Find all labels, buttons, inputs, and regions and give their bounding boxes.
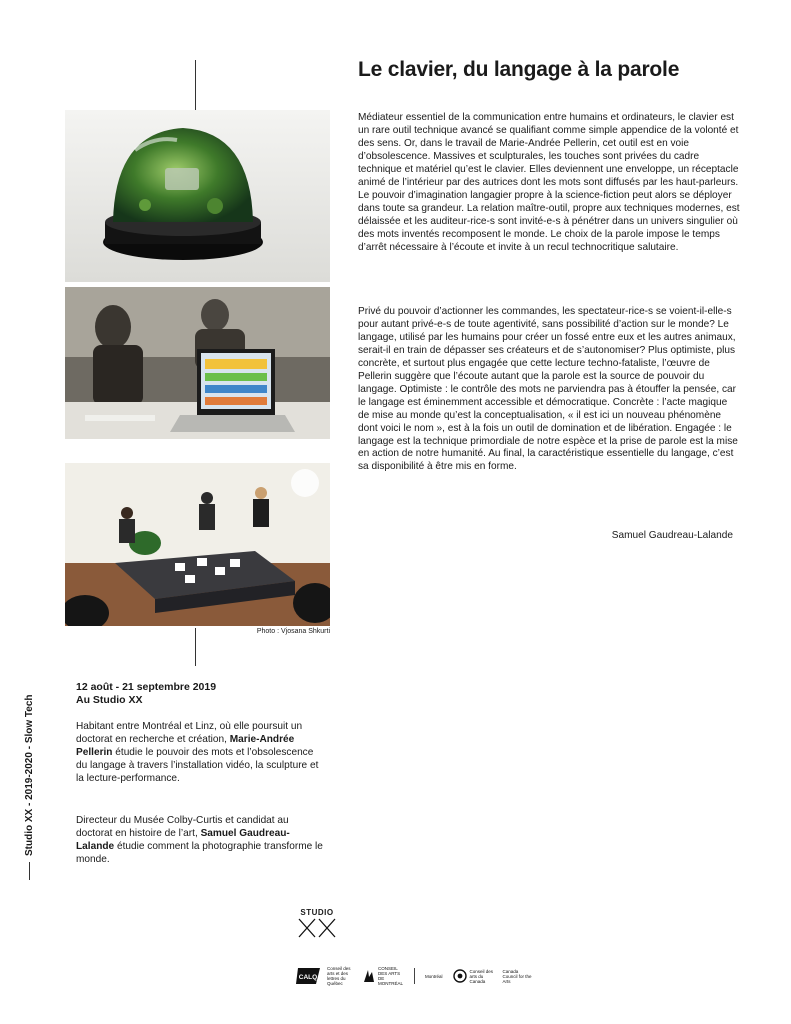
xx-mark-icon bbox=[297, 917, 337, 939]
studio-xx-logo bbox=[294, 908, 340, 944]
montreal-text: Montréal bbox=[425, 973, 443, 979]
writer-name: Samuel Gaudreau-Lalande bbox=[76, 827, 290, 852]
artist-name: Marie-Andrée Pellerin bbox=[76, 733, 295, 758]
artist-bio bbox=[76, 721, 326, 786]
montreal-logo bbox=[425, 974, 443, 979]
article-paragraph-1: Médiateur essentiel de la communication entre humains et ordinateurs, le clavier est un rare outil technique avancé se qualifiant comme simple appendice de la volonté et des sens. Or, dans le travail de Marie-Andrée Pellerin, cet outil est en voie d’obsolescence. Massives et sculpturales, les touches sont privées du cadre technique et matériel qu’est le clavier. Elles deviennent une enveloppe, un réceptacle animé de l’intérieur par des autrices dont les mots sont diffusés par les haut-parleurs. Le pouvoir d’imagination langagier propre à la science-fiction peut alors se déployer dans toute sa grandeur. La relation maître-outil, propre aux techniques modernes, est délaissée et les auditeur-rice-s sont invité-e-s à pénétrer dans un univers singulier où des mots inventés recomposent le monde. Le choix de la parole impose le temps d’arrêt nécessaire à l’écoute et invite à un recul technocritique salutaire. bbox=[358, 112, 740, 253]
article-author: Samuel Gaudreau-Lalande bbox=[611, 530, 733, 541]
canada-council-mark-icon bbox=[453, 969, 467, 983]
photo-dome-sculpture bbox=[65, 110, 330, 282]
funder-logos bbox=[294, 962, 533, 990]
artist-bio-intro: Habitant entre Montréal et Linz, où elle poursuit un doctorat en recherche et création, bbox=[76, 721, 303, 745]
calq-badge-icon bbox=[294, 966, 324, 986]
series-label-dash bbox=[29, 862, 30, 880]
writer-bio-intro: Directeur du Musée Colby-Curtis et candidat au doctorat en histoire de l’art, bbox=[76, 815, 289, 839]
event-info bbox=[76, 681, 216, 707]
photo-performance-room bbox=[65, 463, 330, 626]
article-title: Le clavier, du langage à la parole bbox=[358, 58, 680, 81]
divider-line-top bbox=[195, 60, 196, 112]
photo-credit: Photo : Vjosana Shkurti bbox=[256, 628, 330, 635]
studio-logo-word: STUDIO bbox=[300, 908, 334, 917]
artist-bio-rest: étudie le pouvoir des mots et l’obsolescence du langage à travers l’installation vidéo, la sculpture et la lecture-performance. bbox=[76, 746, 319, 784]
writer-bio bbox=[76, 815, 326, 867]
event-venue: Au Studio XX bbox=[76, 694, 143, 706]
cam-mark-icon bbox=[363, 969, 375, 983]
cac-french: Conseil des arts du Canada bbox=[469, 968, 494, 984]
article-paragraph-2: Privé du pouvoir d’actionner les commandes, les spectateur-rice-s se voient-il-elle-s pour autant privé-e-s de toute agentivité, sans possibilité d’action sur le monde? Le langage, utilisé par les humains pour créer un fossé entre eux et les autres animaux, serait-il en train de dépasser ses créateurs et de s’autonomiser? Plus optimiste, plus concrète, et surtout plus engagée que cette lecture techno-fataliste, l’œuvre de Pellerin suggère que l’écoute autant que la parole est la source de pouvoir du langage. Optimiste : le contrôle des mots ne parviendra pas à étouffer la pensée, car le langage est éminemment accessible et démocratique. Concrète : l’acte magique de mise au monde qu’est la conceptualisation, « il est ici un nouveau phénomène dont voici le nom », est à la fois un outil de domination et de libération. Engagée : le langage est la technique primordiale de notre espèce et la prise de parole est la mise en action de notre humanité. Au final, la caractéristique essentielle du langage, c’est sa disponibilité à être mis en forme. bbox=[358, 306, 738, 473]
photo-laptop-audio bbox=[65, 287, 330, 439]
calq-logo bbox=[294, 966, 353, 986]
series-label bbox=[24, 694, 35, 880]
logo-separator bbox=[414, 968, 415, 984]
cam-text: CONSEIL DES ARTS DE MONTRÉAL bbox=[378, 966, 404, 986]
calq-text: Conseil des arts et des lettres du Québec bbox=[327, 966, 351, 986]
cac-english: Canada Council for the Arts bbox=[502, 968, 532, 984]
writer-bio-rest: étudie comment la photographie transforme le monde. bbox=[76, 840, 323, 865]
calq-badge-text: CALQ bbox=[298, 974, 318, 981]
series-label-text: Studio XX - 2019-2020 - Slow Tech bbox=[24, 694, 35, 856]
canada-council-logo bbox=[453, 969, 533, 984]
cam-logo bbox=[363, 966, 404, 986]
event-dates: 12 août - 21 septembre 2019 bbox=[76, 681, 217, 693]
